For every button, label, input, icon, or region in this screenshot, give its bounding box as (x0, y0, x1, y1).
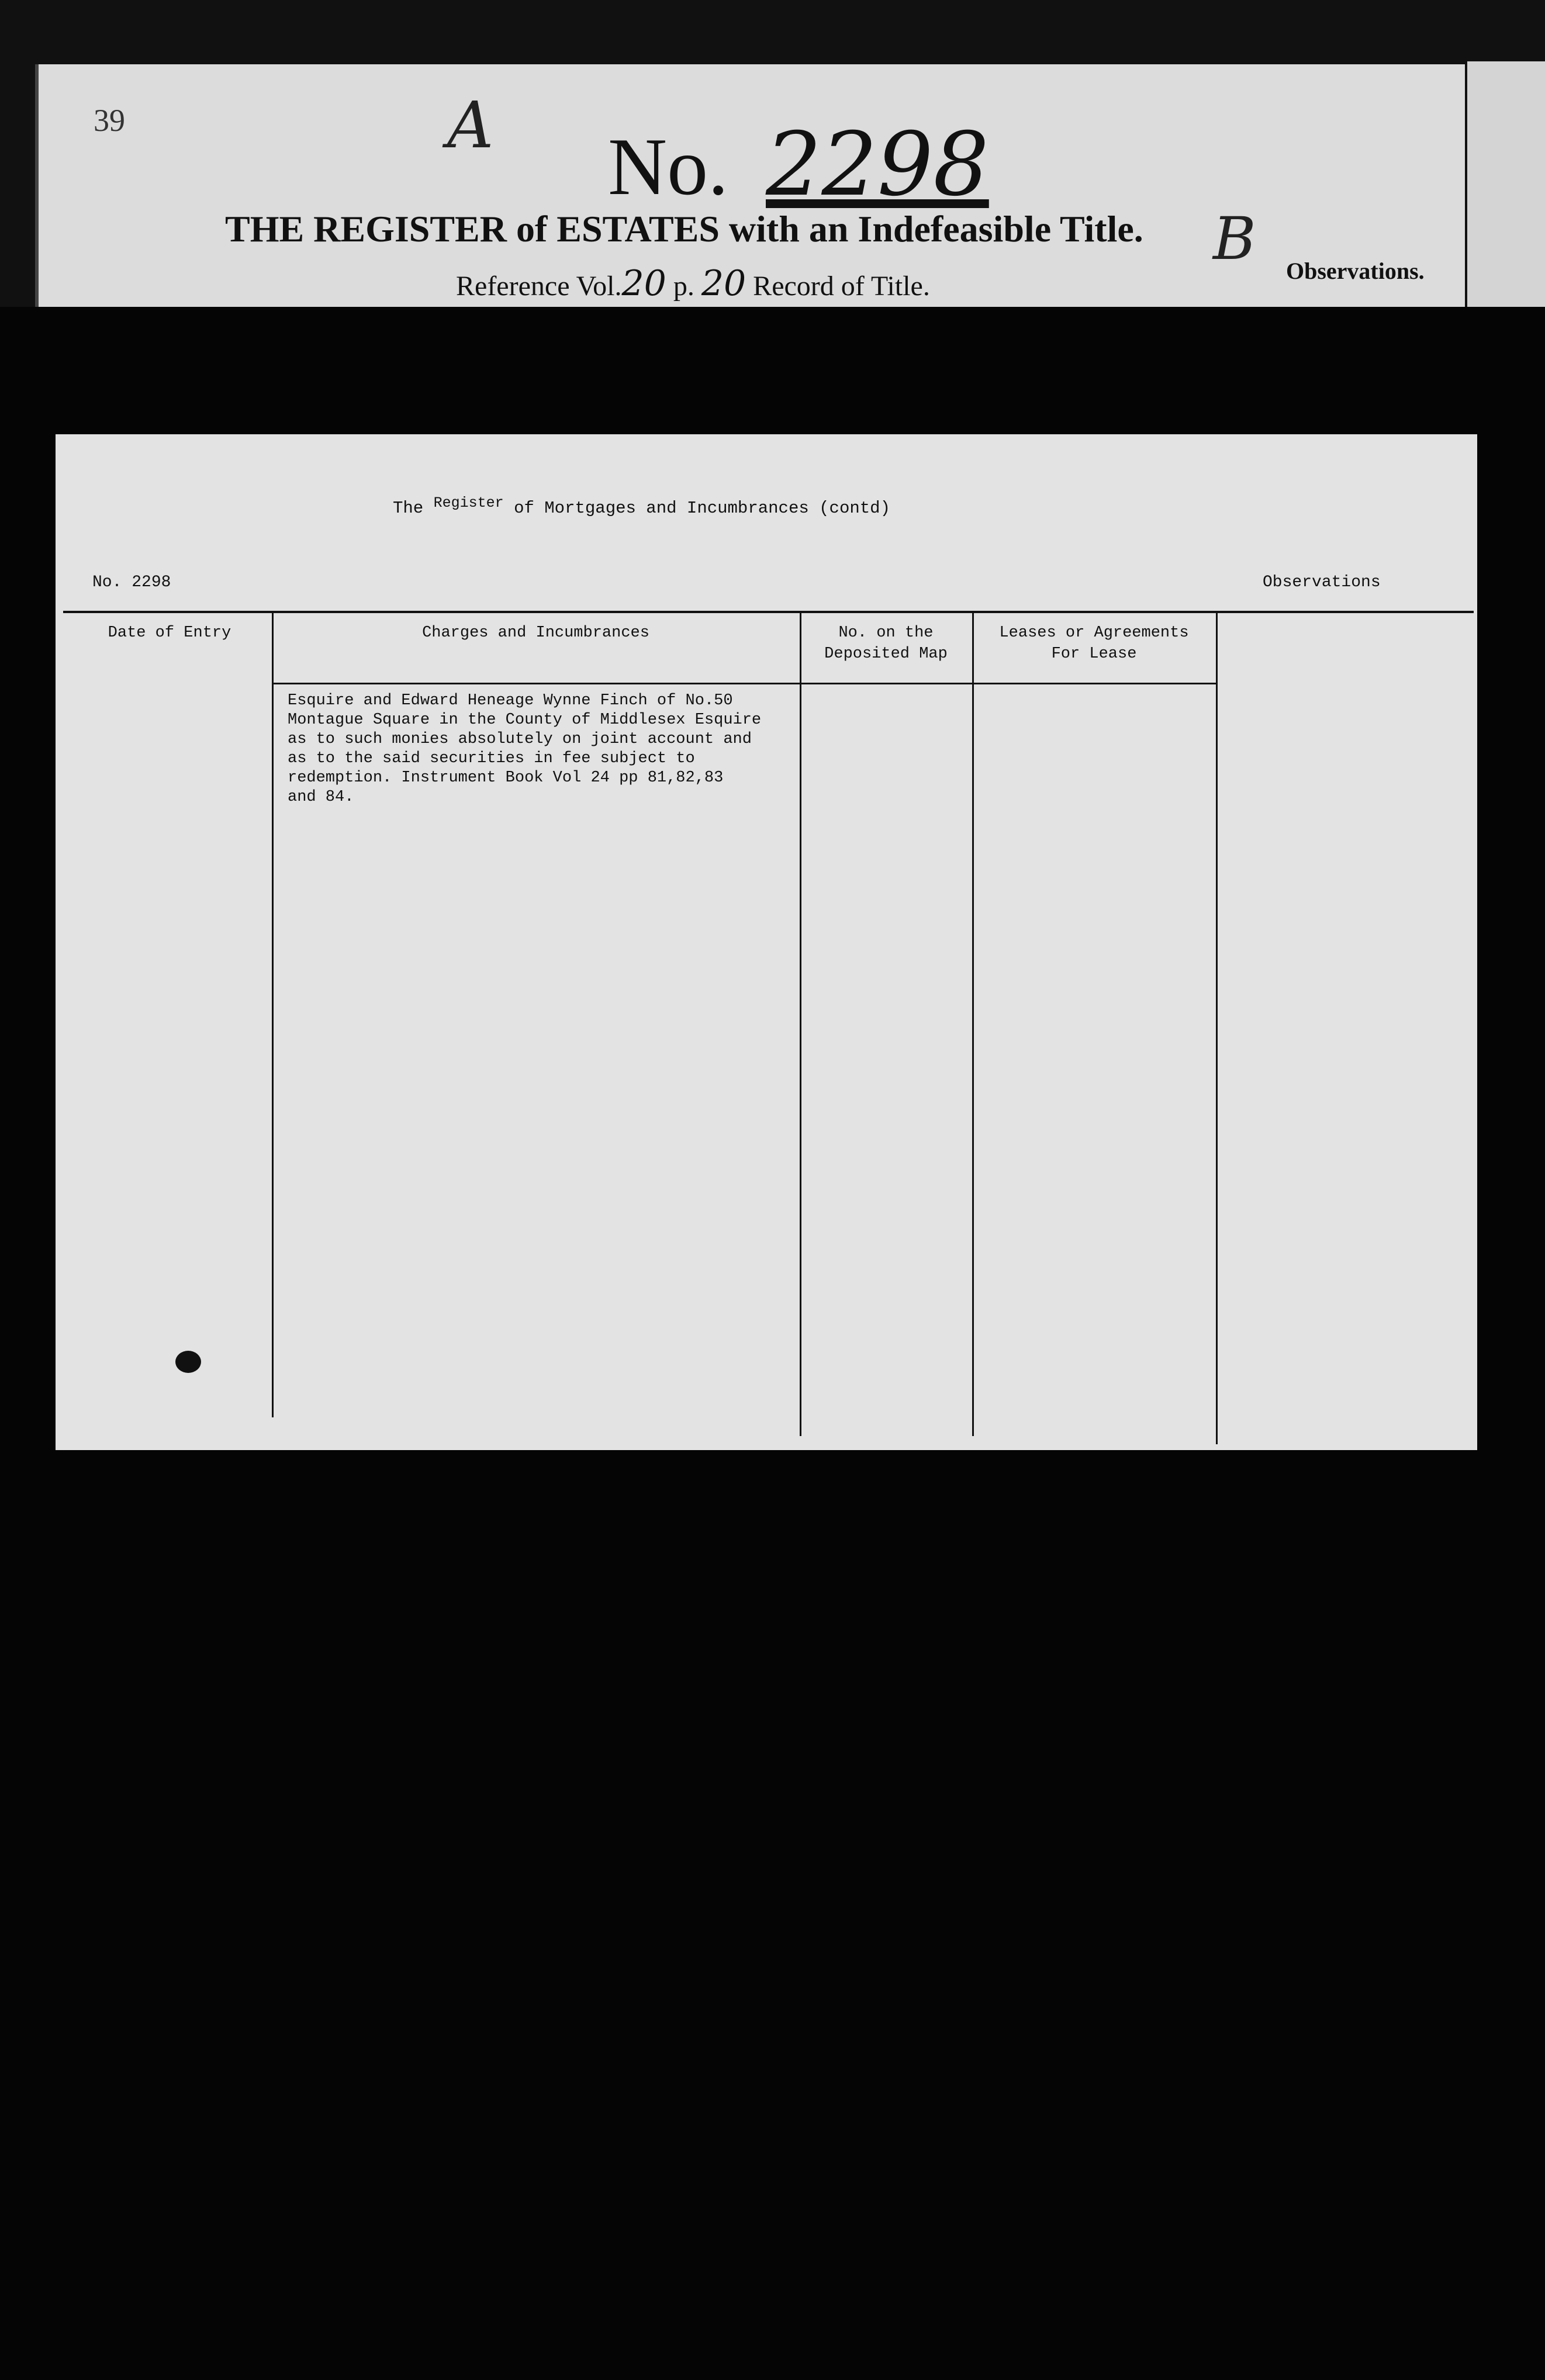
column-header-leases: Leases or Agreements For Lease (999, 624, 1189, 663)
form-title-suffix: of Mortgages and Incumbrances (contd) (514, 499, 890, 518)
handwritten-mark-b: B (1213, 205, 1256, 273)
column-header-map: No. on the Deposited Map (824, 624, 948, 663)
ledger-title: THE REGISTER of ESTATES with an Indefeasible Title. (225, 208, 1143, 250)
ledger-observations: Observations. (1286, 258, 1425, 284)
register-form (56, 434, 1477, 1450)
ledger-next-page (1467, 61, 1545, 307)
reference-prefix: Reference Vol. (456, 271, 622, 302)
reference-page: 20 (701, 263, 746, 304)
punch-hole (175, 1351, 201, 1373)
form-title-prefix: The (393, 499, 424, 518)
form-number: No. 2298 (92, 573, 171, 591)
ledger-strip (0, 0, 1545, 310)
column-divider (972, 611, 974, 1436)
header-rule (63, 611, 1474, 613)
column-header-rule (272, 683, 1218, 684)
ledger-no-value: 2298 (766, 114, 989, 216)
column-header-charges: Charges and Incumbrances (422, 624, 649, 642)
reference-line (456, 263, 930, 304)
form-title-word: Register (433, 494, 504, 511)
column-divider (272, 611, 274, 1417)
ledger-page-number: 39 (94, 103, 125, 138)
column-divider (1216, 611, 1218, 1444)
background-band (0, 307, 1545, 435)
handwritten-mark-a: A (447, 88, 494, 162)
ledger-no-label: No. (608, 122, 729, 212)
reference-p-label: p. (673, 271, 694, 302)
reference-suffix: Record of Title. (753, 271, 930, 302)
reference-vol: 20 (621, 263, 666, 304)
column-header-date: Date of Entry (108, 624, 231, 642)
form-title (393, 494, 890, 518)
form-observations: Observations (1263, 573, 1381, 591)
charge-entry: Esquire and Edward Heneage Wynne Finch of No.50 Montague Square in the County of Middlesex Esquire as to such monies absolutely on joint account and as to the said securities in fee subject to redemption. Instrument Book Vol 24 pp 81,82,83 and 84. (288, 692, 762, 806)
